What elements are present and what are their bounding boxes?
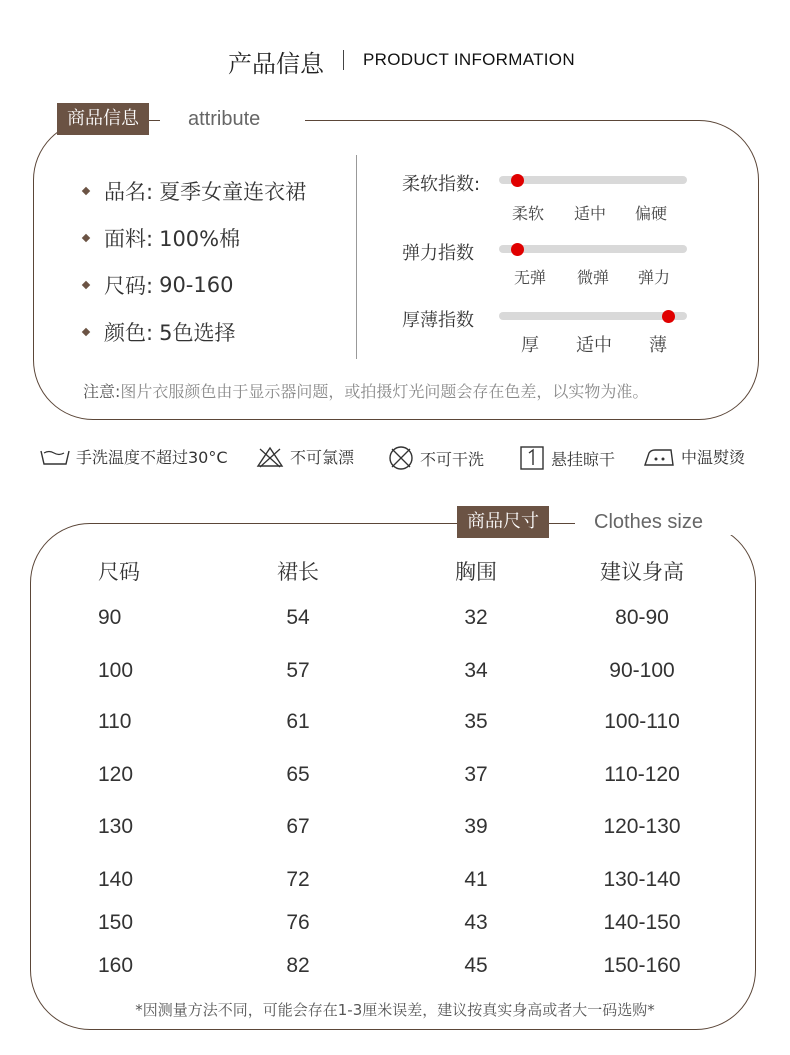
- care-label: 中温熨烫: [681, 448, 746, 467]
- size-cell-height: 100-110: [604, 710, 680, 733]
- info-row-size: [83, 270, 233, 300]
- size-cell-height: 130-140: [603, 868, 681, 891]
- level-label: 适中: [576, 335, 612, 356]
- size-cell-size: 140: [98, 868, 134, 891]
- size-cell-height: 150-160: [603, 954, 681, 977]
- size-cell-length: 61: [286, 710, 310, 733]
- bullet-diamond-icon: [82, 187, 90, 195]
- no-bleach-icon: [256, 446, 284, 468]
- softness-index-label: 柔软指数:: [402, 174, 481, 195]
- size-cell-bust: 32: [464, 606, 488, 629]
- size-cell-length: 57: [286, 659, 310, 682]
- no-dry-clean-icon: [388, 445, 414, 471]
- size-cell-length: 54: [286, 606, 310, 629]
- care-label: 不可氯漂: [290, 448, 355, 467]
- care-hang-dry: [519, 445, 615, 471]
- info-value: 100%棉: [159, 227, 241, 251]
- size-cell-size: 90: [98, 606, 122, 629]
- level-label: 偏硬: [634, 204, 667, 223]
- thickness-index-track: [499, 312, 687, 320]
- info-row-fabric: [83, 223, 240, 253]
- size-cell-height: 110-120: [604, 763, 680, 786]
- size-cell-length: 65: [286, 763, 310, 786]
- size-cell-bust: 37: [464, 763, 488, 786]
- care-hand-wash: [40, 445, 228, 468]
- info-value: 夏季女童连衣裙: [159, 180, 307, 204]
- level-label: 适中: [573, 204, 606, 223]
- page-title-en: PRODUCT INFORMATION: [363, 50, 575, 69]
- hand-wash-icon: [40, 448, 70, 466]
- info-value: 5色选择: [159, 321, 236, 345]
- level-label: 微弹: [576, 268, 609, 287]
- size-cell-length: 76: [286, 911, 310, 934]
- size-tag-en: Clothes size: [588, 511, 709, 534]
- care-label: 手洗温度不超过30°C: [76, 448, 228, 467]
- care-no-dry-clean: [388, 445, 484, 471]
- size-cell-length: 67: [286, 815, 310, 838]
- size-cell-size: 110: [98, 710, 132, 733]
- size-cell-height: 120-130: [603, 815, 681, 838]
- level-label: 厚: [521, 335, 539, 356]
- care-label: 悬挂晾干: [551, 449, 616, 469]
- size-cell-bust: 35: [464, 710, 488, 733]
- size-cell-length: 72: [286, 868, 310, 891]
- attribute-tag-en: attribute: [182, 108, 266, 131]
- attribute-tag: 商品信息: [57, 103, 149, 135]
- info-key: 面料:: [104, 227, 154, 251]
- notice-text: 图片衣服颜色由于显示器问题，或拍摄灯光问题会存在色差，以实物为准。: [120, 382, 649, 401]
- softness-index-track: [499, 176, 687, 184]
- level-label: 柔软: [511, 204, 544, 223]
- size-tag: 商品尺寸: [457, 506, 549, 538]
- size-cell-size: 100: [98, 659, 134, 682]
- size-cell-bust: 41: [464, 868, 488, 891]
- iron-medium-icon: [643, 447, 675, 467]
- size-header-height: 建议身高: [600, 560, 684, 584]
- level-label: 无弹: [513, 268, 546, 287]
- care-iron: [643, 445, 745, 468]
- size-cell-length: 82: [286, 954, 310, 977]
- title-divider: [343, 50, 344, 70]
- info-value: 90-160: [159, 273, 234, 297]
- size-cell-size: 150: [98, 911, 134, 934]
- info-row-color: [83, 317, 235, 347]
- elasticity-index-track: [499, 245, 687, 253]
- bullet-diamond-icon: [82, 281, 90, 289]
- thickness-index-label: 厚薄指数: [402, 310, 474, 331]
- size-cell-size: 130: [98, 815, 134, 838]
- bullet-diamond-icon: [82, 234, 90, 242]
- care-no-bleach: [256, 445, 354, 468]
- notice-label: 注意:: [83, 382, 121, 401]
- size-cell-size: 160: [98, 954, 134, 977]
- size-header-size: 尺码: [98, 560, 140, 584]
- elasticity-index-marker: [511, 243, 524, 256]
- info-key: 尺码:: [104, 274, 154, 298]
- care-label: 不可干洗: [420, 449, 485, 469]
- info-key: 颜色:: [104, 321, 154, 345]
- size-header-length: 裙长: [277, 560, 319, 584]
- size-cell-height: 80-90: [615, 606, 669, 629]
- bullet-diamond-icon: [82, 328, 90, 336]
- size-cell-size: 120: [98, 763, 134, 786]
- thickness-index-marker: [662, 310, 675, 323]
- softness-index-marker: [511, 174, 524, 187]
- info-row-name: [83, 176, 306, 206]
- size-cell-bust: 34: [464, 659, 488, 682]
- hang-dry-icon: [519, 445, 545, 471]
- info-key: 品名:: [104, 180, 154, 204]
- size-cell-height: 90-100: [609, 659, 675, 682]
- page-title-cn: 产品信息: [228, 50, 324, 78]
- size-cell-bust: 39: [464, 815, 488, 838]
- size-header-bust: 胸围: [455, 560, 497, 584]
- attribute-divider: [356, 155, 357, 359]
- size-footnote: *因测量方法不同，可能会存在1-3厘米误差，建议按真实身高或者大一码选购*: [135, 1001, 655, 1019]
- color-notice: [83, 379, 648, 402]
- size-cell-height: 140-150: [603, 911, 681, 934]
- size-cell-bust: 43: [464, 911, 488, 934]
- level-label: 弹力: [637, 268, 670, 287]
- level-label: 薄: [649, 335, 667, 356]
- elasticity-index-label: 弹力指数: [402, 243, 474, 264]
- size-cell-bust: 45: [464, 954, 488, 977]
